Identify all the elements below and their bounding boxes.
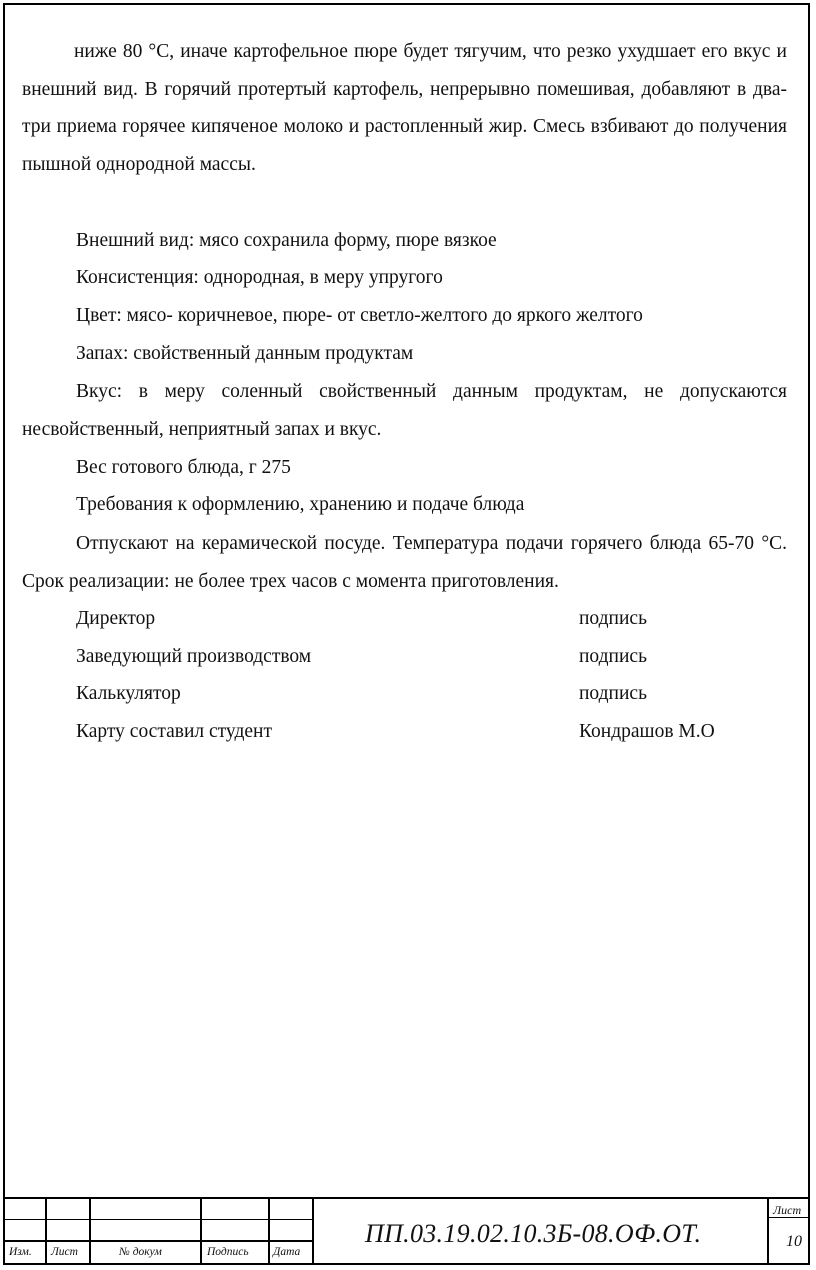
signature-value-production-head: подпись <box>579 646 647 667</box>
weight-line: Вес готового блюда, г 275 <box>76 457 291 478</box>
signature-role-calculator: Калькулятор <box>76 683 181 704</box>
serving-paragraph: Отпускают на керамической посуде. Температура подачи горячего блюда 65-70 °С. Срок реализации: не более трех часов с момента приготовления. <box>22 533 787 592</box>
sheet-label: Лист <box>773 1203 802 1217</box>
taste-paragraph: Вкус: в меру соленный свойственный данным продуктам, не допускаются несвойственный, неприятный запах и вкус. <box>22 381 787 440</box>
signature-role-production-head: Заведующий производством <box>76 646 312 667</box>
page-frame <box>3 3 810 1265</box>
stamp-col-divider-2 <box>89 1197 91 1265</box>
stamp-col-divider-4 <box>268 1197 270 1265</box>
consistency-line: Консистенция: однородная, в меру упругого <box>76 267 443 288</box>
stamp-row-divider-1 <box>3 1219 313 1220</box>
stamp-caption-list: Лист <box>51 1246 78 1258</box>
document-code: ПП.03.19.02.10.3Б-08.ОФ.ОТ. <box>365 1219 702 1248</box>
stamp-caption-izm: Изм. <box>9 1246 32 1258</box>
smell-line: Запах: свойственный данным продуктам <box>76 343 414 364</box>
sheet-number: 10 <box>786 1233 802 1250</box>
stamp-caption-doc: № докум <box>119 1246 162 1258</box>
stamp-col-divider-1 <box>45 1197 47 1265</box>
stamp-row-divider-2 <box>3 1240 313 1242</box>
title-block-stamp <box>3 1197 810 1265</box>
stamp-col-divider-3 <box>200 1197 202 1265</box>
requirements-heading: Требования к оформлению, хранению и подаче блюда <box>76 494 525 515</box>
intro-paragraph: ниже 80 °С, иначе картофельное пюре будет тягучим, что резко ухудшает его вкус и внешний вид. В горячий протертый картофель, непрерывно помешивая, добавляют в два-три приема горячее кипяченое молоко и растопленный жир. Смесь взбивают до получения пышной однородной массы. <box>22 41 787 175</box>
stamp-col-divider-6 <box>767 1197 769 1265</box>
appearance-line: Внешний вид: мясо сохранила форму, пюре вязкое <box>76 230 497 251</box>
signature-value-director: подпись <box>579 608 647 629</box>
signature-value-calculator: подпись <box>579 683 647 704</box>
stamp-top-border <box>3 1197 810 1199</box>
signature-role-student: Карту составил студент <box>76 721 272 742</box>
stamp-caption-date: Дата <box>273 1246 301 1258</box>
color-line: Цвет: мясо- коричневое, пюре- от светло-желтого до яркого желтого <box>76 305 643 326</box>
stamp-caption-sign: Подпись <box>207 1246 249 1258</box>
stamp-col-divider-5 <box>312 1197 314 1265</box>
signature-role-director: Директор <box>76 608 156 629</box>
signature-value-student: Кондрашов М.О <box>579 721 715 742</box>
